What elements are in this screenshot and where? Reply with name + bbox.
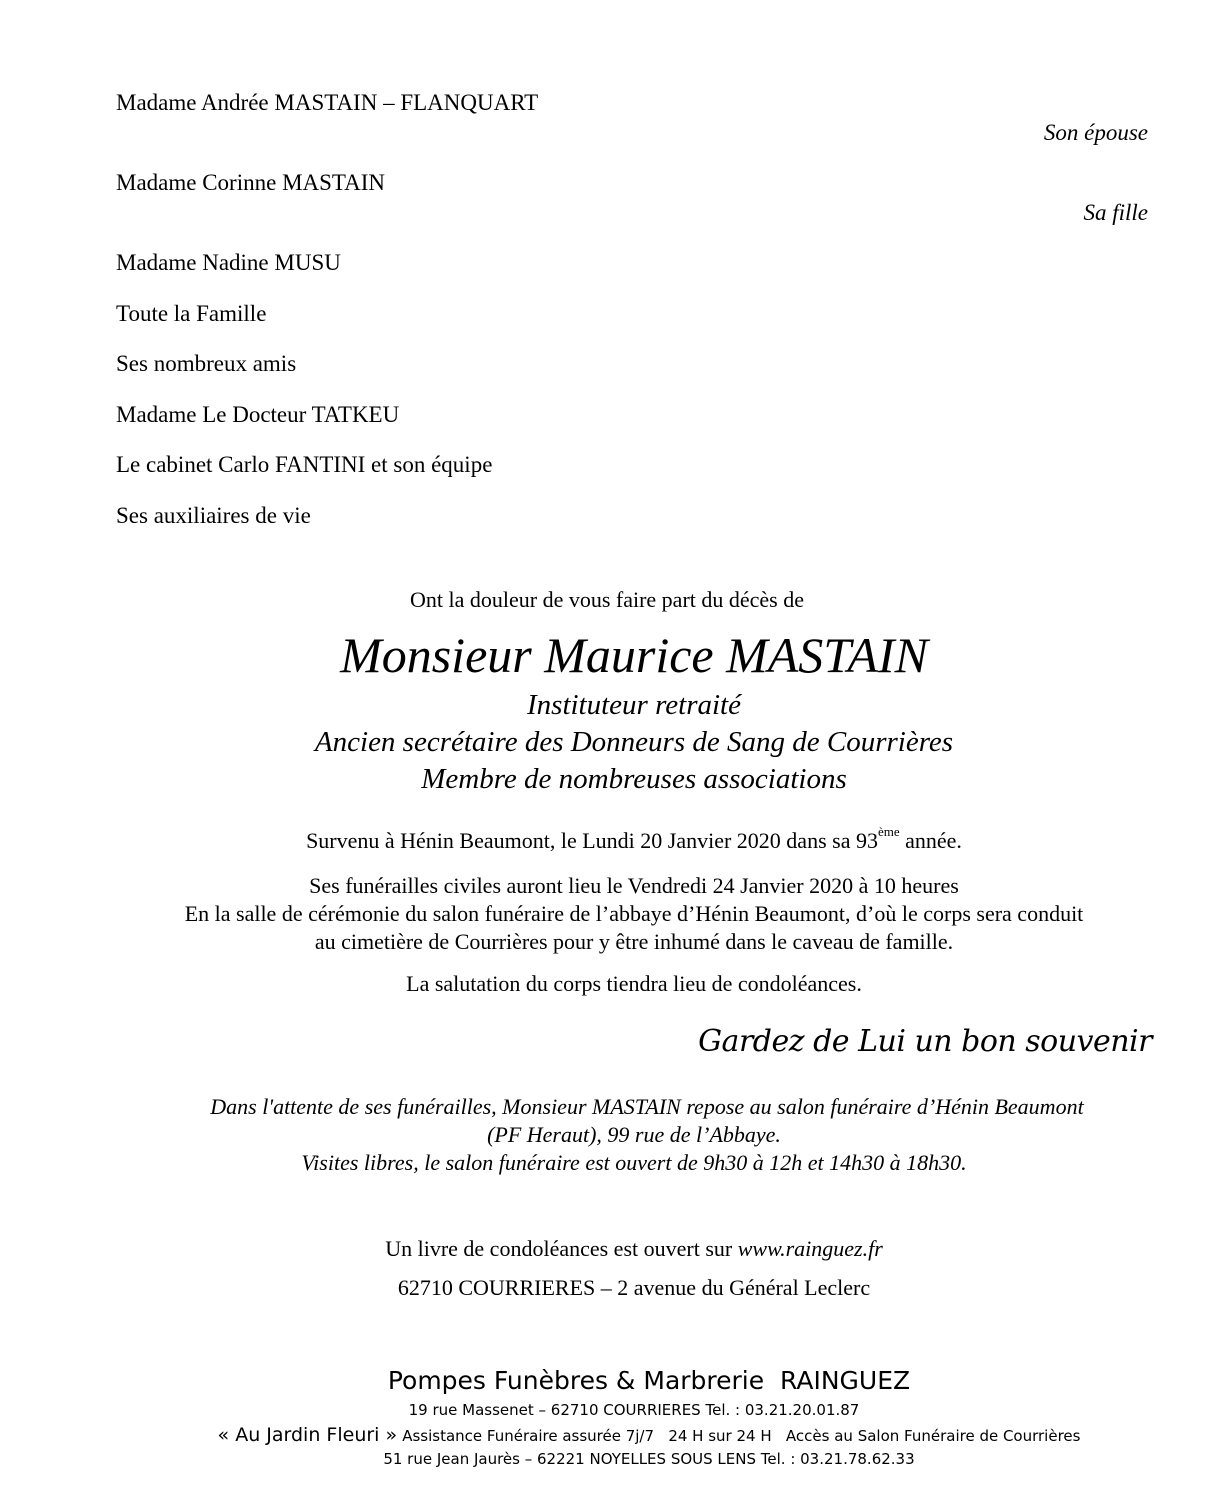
company-name: Pompes Funèbres & Marbrerie RAINGUEZ (387, 1366, 911, 1395)
death-info-sup: ème (877, 824, 900, 839)
death-info-suffix: année. (899, 828, 962, 853)
company-address-2: 51 rue Jean Jaurès – 62221 NOYELLES SOUS LENS Tel. : 03.21.78.62.33 (383, 1450, 915, 1468)
deceased-name: Monsieur Maurice MASTAIN (340, 627, 928, 683)
family-name-8: Ses auxiliaires de vie (116, 503, 311, 528)
jardin-name: « Au Jardin Fleuri » (217, 1424, 398, 1446)
deceased-title-3: Membre de nombreuses associations (421, 763, 847, 795)
family-role-1: Son épouse (1043, 120, 1148, 145)
funeral-line-2: En la salle de cérémonie du salon funéraire de l’abbaye d’Hénin Beaumont, d’où le corps sera conduit (184, 901, 1084, 926)
family-name-3: Madame Nadine MUSU (116, 250, 341, 275)
family-role-2: Sa fille (1083, 200, 1148, 225)
funeral-line-1: Ses funérailles civiles auront lieu le Vendredi 24 Janvier 2020 à 10 heures (309, 873, 959, 898)
family-name-2: Madame Corinne MASTAIN (116, 170, 386, 195)
keep-memory: Gardez de Lui un bon souvenir (698, 1024, 1152, 1059)
family-name-7: Le cabinet Carlo FANTINI et son équipe (116, 452, 493, 477)
announcement-intro: Ont la douleur de vous faire part du décès de (409, 587, 805, 612)
company-address-1: 19 rue Massenet – 62710 COURRIERES Tel. : 03.21.20.01.87 (408, 1401, 860, 1419)
jardin-line (42, 1424, 1214, 1446)
visit-info-2: (PF Heraut), 99 rue de l’Abbaye. (487, 1122, 781, 1147)
online-address: 62710 COURRIERES – 2 avenue du Général Leclerc (397, 1275, 871, 1300)
online-text: Un livre de condoléances est ouvert sur (385, 1236, 738, 1261)
death-info-prefix: Survenu à Hénin Beaumont, le Lundi 20 Janvier 2020 dans sa 93 (306, 828, 878, 853)
online-url[interactable]: www.rainguez.fr (737, 1236, 883, 1261)
family-name-6: Madame Le Docteur TATKEU (116, 402, 400, 427)
visit-info-3: Visites libres, le salon funéraire est ouvert de 9h30 à 12h et 14h30 à 18h30. (301, 1150, 967, 1175)
funeral-line-3: au cimetière de Courrières pour y être inhumé dans le caveau de famille. (314, 929, 954, 954)
family-name-1: Madame Andrée MASTAIN – FLANQUART (116, 90, 539, 115)
family-name-4: Toute la Famille (116, 301, 267, 326)
visit-info-1: Dans l'attente de ses funérailles, Monsieur MASTAIN repose au salon funéraire d’Hénin Beaumont (210, 1094, 1084, 1119)
condolences-note: La salutation du corps tiendra lieu de condoléances. (406, 971, 862, 996)
deceased-title-2: Ancien secrétaire des Donneurs de Sang de Courrières (314, 726, 954, 758)
jardin-info: Assistance Funéraire assurée 7j/7 24 H sur 24 H Accès au Salon Funéraire de Courrières (402, 1427, 1081, 1445)
death-info (27, 824, 1214, 854)
family-name-5: Ses nombreux amis (116, 351, 297, 376)
deceased-title-1: Instituteur retraité (527, 689, 741, 721)
online-condolences (27, 1236, 1214, 1262)
